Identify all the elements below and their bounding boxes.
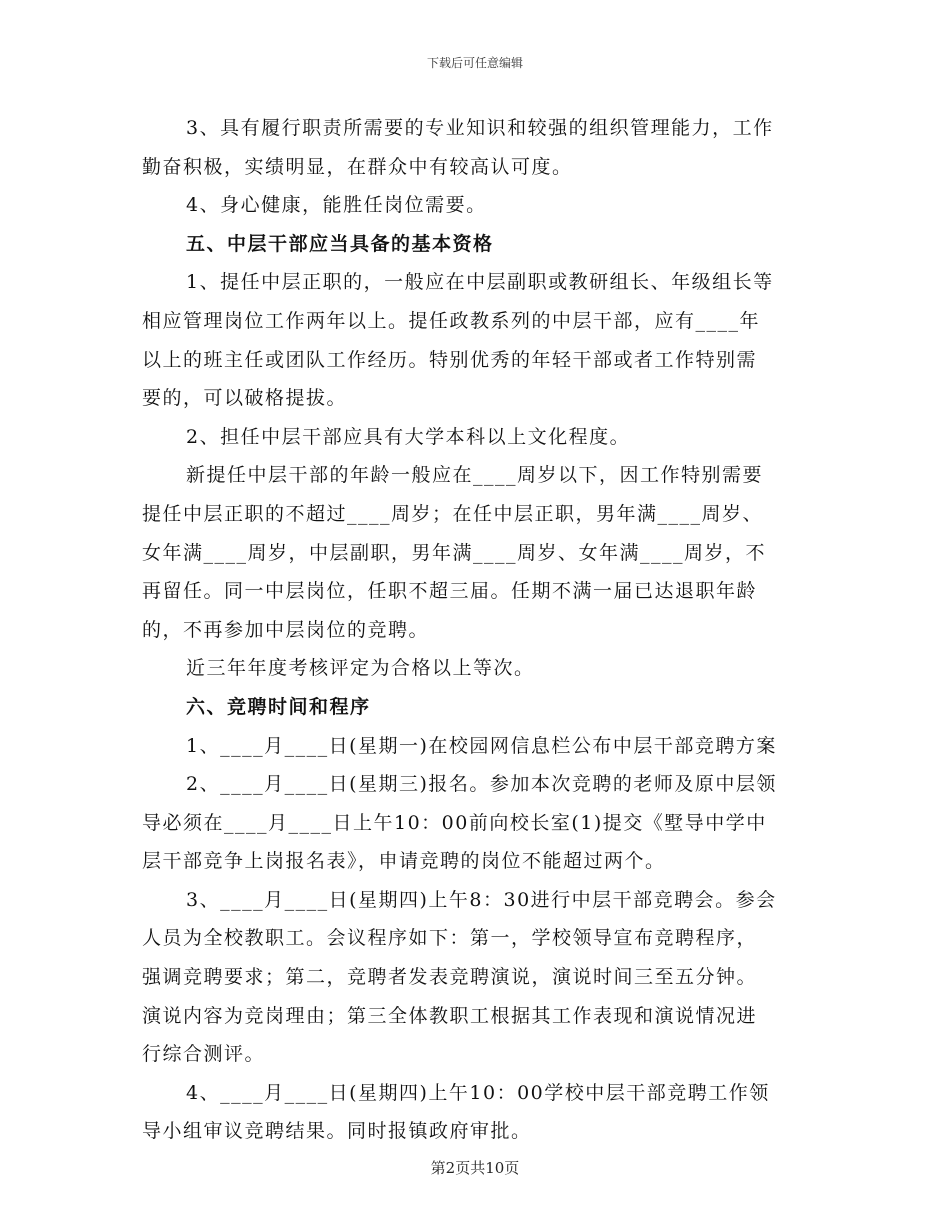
page-header: 下载后可任意编辑 [426,56,523,70]
paragraph-line: 相应管理岗位工作两年以上。提任政教系列的中层干部，应有____年 [142,309,761,332]
page-footer: 第2页共10页 [430,1159,520,1177]
section-heading: 五、中层干部应当具备的基本资格 [186,232,494,255]
paragraph-line: 人员为全校教职工。会议程序如下：第一，学校领导宣布竞聘程序， [142,927,758,950]
paragraph-line: 提任中层正职的不超过____周岁；在任中层正职，男年满____周岁、 [142,502,764,525]
paragraph-line: 2、____月____日(星期三)报名。参加本次竞聘的老师及原中层领 [186,773,777,796]
document-body [142,109,810,1151]
paragraph-line: 3、____月____日(星期四)上午8：30进行中层干部竞聘会。参会 [186,888,777,911]
paragraph-line: 要的，可以破格提拔。 [142,387,348,410]
paragraph-line: 近三年年度考核评定为合格以上等次。 [186,657,535,680]
paragraph-line: 演说内容为竞岗理由；第三全体教职工根据其工作表现和演说情况进 [142,1004,758,1027]
paragraph-line: 1、提任中层正职的，一般应在中层副职或教研组长、年级组长等 [186,271,774,294]
paragraph-line: 的，不再参加中层岗位的竞聘。 [142,618,430,641]
paragraph-line: 4、____月____日(星期四)上午10：00学校中层干部竞聘工作领 [186,1081,770,1104]
paragraph-line: 强调竞聘要求；第二，竞聘者发表竞聘演说，演说时间三至五分钟。 [142,966,758,989]
paragraph-line: 1、____月____日(星期一)在校园网信息栏公布中层干部竞聘方案 [186,734,777,757]
paragraph-line: 女年满____周岁，中层副职，男年满____周岁、女年满____周岁，不 [142,541,767,564]
paragraph-line: 层干部竞争上岗报名表》，申请竞聘的岗位不能超过两个。 [142,850,666,873]
paragraph-line: 再留任。同一中层岗位，任职不超三届。任期不满一届已达退职年龄 [142,580,758,603]
paragraph-line: 行综合测评。 [142,1043,266,1066]
paragraph-line: 以上的班主任或团队工作经历。特别优秀的年轻干部或者工作特别需 [142,348,758,371]
paragraph-line: 勤奋积极，实绩明显，在群众中有较高认可度。 [142,155,573,178]
paragraph-line: 新提任中层干部的年龄一般应在____周岁以下，因工作特别需要 [186,464,764,487]
paragraph-line: 导必须在____月____日上午10：00前向校长室(1)提交《墅导中学中 [142,811,767,834]
paragraph-line: 导小组审议竞聘结果。同时报镇政府审批。 [142,1120,532,1143]
paragraph-line: 2、担任中层干部应具有大学本科以上文化程度。 [186,425,631,448]
paragraph-line: 3、具有履行职责所需要的专业知识和较强的组织管理能力，工作 [186,117,774,139]
paragraph-line: 4、身心健康，能胜任岗位需要。 [186,194,487,217]
section-heading: 六、竞聘时间和程序 [186,695,371,718]
